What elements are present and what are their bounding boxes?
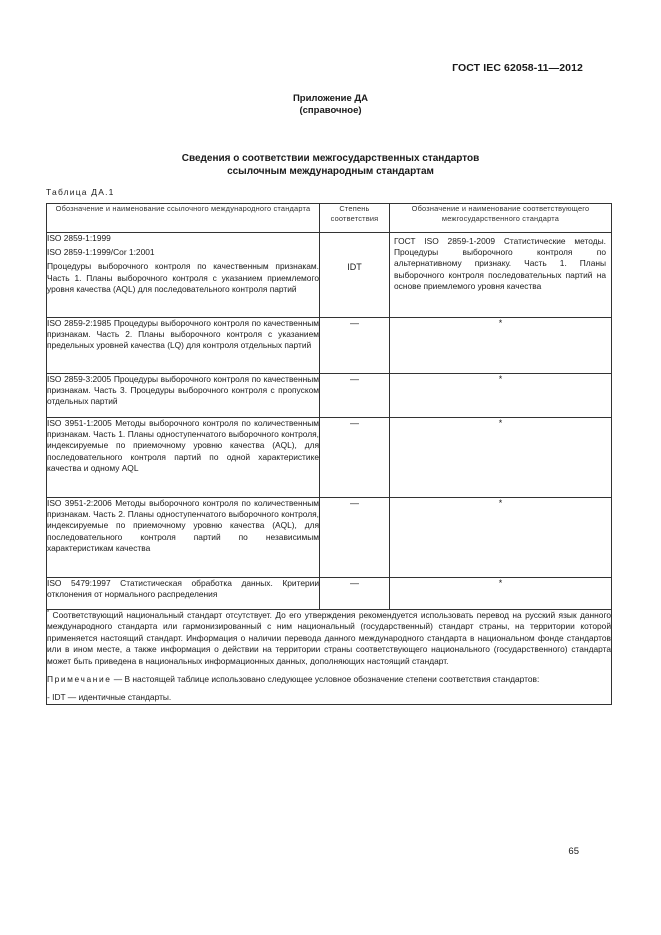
table-row — [47, 418, 612, 498]
footnote-paragraph — [47, 610, 611, 667]
appendix-heading — [0, 93, 661, 117]
appendix-title: Приложение ДА — [292, 93, 369, 104]
row-1-degree: IDT — [320, 233, 390, 318]
row-2-gost: * — [390, 318, 612, 374]
row-1-code: ISO 2859-1:1999 — [47, 233, 111, 243]
row-6-gost: * — [390, 578, 612, 610]
table-label: Таблица ДА.1 — [46, 187, 115, 197]
row-5-gost: * — [390, 498, 612, 578]
row-3-gost: * — [390, 374, 612, 418]
standards-table — [46, 203, 612, 705]
row-1-name — [47, 233, 320, 318]
header-international-standard: Обозначение и наименование ссылочного международного стандарта — [47, 204, 320, 233]
row-4-name: ISO 3951-1:2005 Методы выборочного контроля по количественным признакам. Часть 1. Планы одноступенчатого выборочного контроля, индексируемые по приемочному уровню качества (AQL), для последовательного контроля партий по одной характеристике качества и одному AQL — [47, 418, 320, 498]
page-number: 65 — [568, 846, 579, 857]
row-5-degree: — — [320, 498, 390, 578]
footnote-star: * — [47, 610, 50, 616]
table-row — [47, 233, 612, 318]
row-4-degree: — — [320, 418, 390, 498]
note-paragraph — [47, 674, 611, 685]
idt-definition: - IDT — идентичные стандарты. — [47, 692, 172, 703]
document-title-line-1: Сведения о соответствии межгосударственных стандартов — [181, 153, 480, 164]
row-5-name: ISO 3951-2:2006 Методы выборочного контроля по количественным признакам. Часть 2. Планы одноступенчатого выборочного контроля, индексируемые по приемочному уровню качества (AQL), для последовательного контроля партий по независимым характеристикам качества — [47, 498, 320, 578]
row-1-title: Процедуры выборочного контроля по качественным признакам. Часть 1. Планы выборочного контроля с указанием приемлемого уровня качества (AQL) для последовательного контроля партий — [47, 261, 319, 294]
note-text: — В настоящей таблице использовано следующее условное обозначение степени соответствия стандартов: — [111, 674, 540, 685]
table-footnote-row — [47, 610, 612, 705]
header-interstate-standard: Обозначение и наименование соответствующего межгосударственного стандарта — [390, 204, 612, 233]
row-6-degree: — — [320, 578, 390, 610]
table-row — [47, 498, 612, 578]
row-2-degree: — — [320, 318, 390, 374]
standard-code: ГОСТ IEC 62058-11—2012 — [452, 62, 583, 74]
document-title-line-2: ссылочным международным стандартам — [227, 166, 434, 177]
table-header-row — [47, 204, 612, 233]
row-3-degree: — — [320, 374, 390, 418]
footnote-text: Соответствующий национальный стандарт отсутствует. До его утверждения рекомендуется использовать перевод на русский язык данного международного стандарта или гармонизированный с ним национальный (государственный) стандарт страны, на территории которой применяется настоящий стандарт. Информация о наличии перевода данного международного стандарта в национальном фонде стандартов или в ином месте, а также информация о действии на территории страны соответствующего национального (государственного) стандарта может быть приведена в национальных информационных данных, дополняющих настоящий стандарт. — [47, 610, 611, 666]
table-row — [47, 578, 612, 610]
note-label: Примечание — [47, 674, 112, 685]
document-title — [0, 152, 661, 178]
row-1-corrigendum: ISO 2859-1:1999/Cor 1:2001 — [47, 247, 155, 258]
table-row — [47, 374, 612, 418]
row-4-gost: * — [390, 418, 612, 498]
table-row — [47, 318, 612, 374]
header-degree: Степень соответствия — [320, 204, 390, 233]
row-1-gost: ГОСТ ISO 2859-1-2009 Статистические методы. Процедуры выборочного контроля по альтернативному признаку. Часть 1. Планы выборочного контроля последовательных партий на основе приемлемого уровня качества — [390, 233, 612, 318]
row-6-name: ISO 5479:1997 Статистическая обработка данных. Критерии отклонения от нормального распределения — [47, 578, 320, 610]
row-2-name: ISO 2859-2:1985 Процедуры выборочного контроля по качественным признакам. Часть 2. Планы выборочного контроля с указанием предельных уровней качества (LQ) для контроля отдельных партий — [47, 318, 320, 374]
row-3-name: ISO 2859-3:2005 Процедуры выборочного контроля по качественным признакам. Часть 3. Процедуры выборочного контроля с пропуском отдельных партий — [47, 374, 320, 418]
table-footnote — [47, 610, 612, 705]
appendix-subtitle: (справочное) — [299, 105, 362, 116]
